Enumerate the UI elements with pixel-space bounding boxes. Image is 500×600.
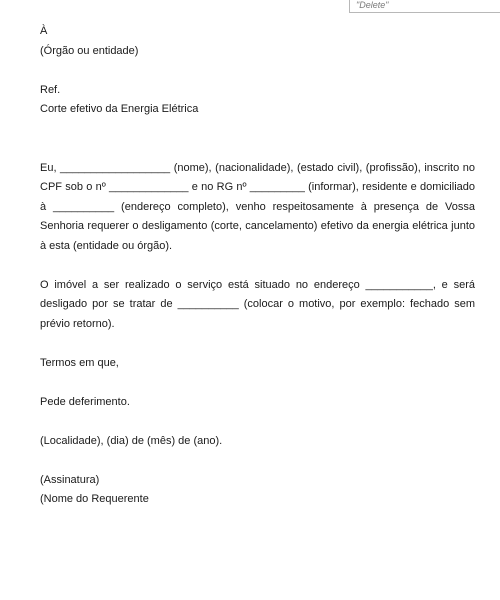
delete-field[interactable]: "Delete" [349,0,500,13]
spacer [40,256,475,276]
closing-terms: Termos em que, [40,356,119,369]
spacer [40,451,475,471]
spacer [40,61,475,81]
signature-line: (Assinatura) [40,473,100,486]
spacer [40,120,475,159]
request-paragraph: Eu, __________________ (nome), (nacionalidade), (estado civil), (profissão), inscrito no CPF sob o nº _____________ e no RG nº _________ (informar), residente e domiciliado à __________ (endereço completo), venho respeitosamente à presença de Vossa Senhoria requerer o desligamento (corte, cancelamento) efetivo da energia elétrica junto à esta (entidade ou órgão). [40,161,475,252]
requester-name: (Nome do Requerente [40,493,149,505]
entity-line: (Órgão ou entidade) [40,44,139,57]
ref-label: Ref. [40,83,61,96]
spacer [40,412,475,432]
closing-request: Pede deferimento. [40,395,130,408]
letter-body [40,22,475,510]
addressee-line: À [40,25,48,37]
place-date: (Localidade), (dia) de (mês) de (ano). [40,434,223,447]
property-paragraph: O imóvel a ser realizado o serviço está situado no endereço ___________, e será desligado por se tratar de __________ (colocar o motivo, por exemplo: fechado sem prévio retorno). [40,278,475,330]
spacer [40,373,475,393]
ref-subject: Corte efetivo da Energia Elétrica [40,103,199,115]
spacer [40,334,475,354]
